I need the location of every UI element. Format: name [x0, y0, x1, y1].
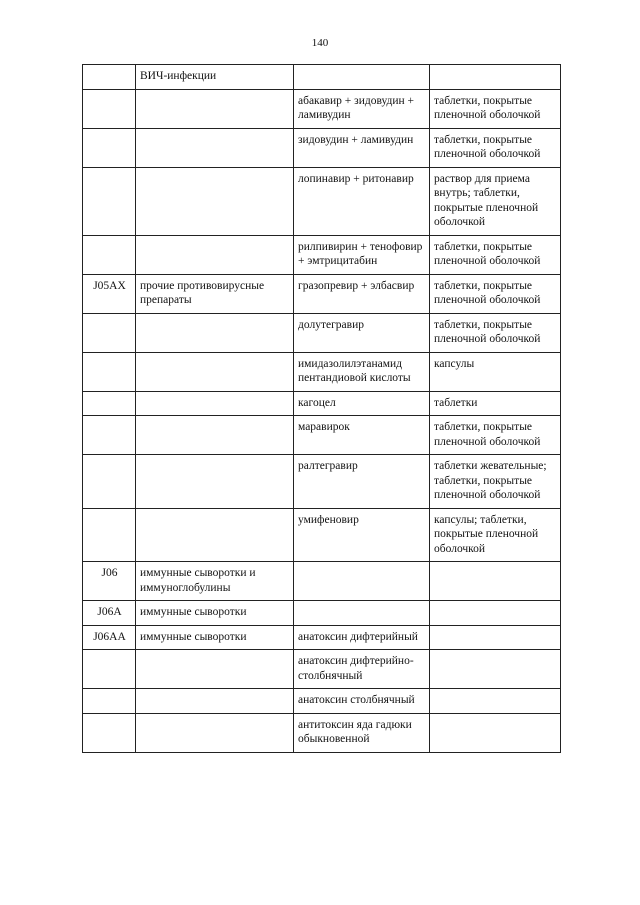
atc-code-cell: J05AX: [83, 274, 136, 313]
group-name-cell: [136, 508, 294, 562]
atc-code-cell: [83, 416, 136, 455]
table-row: [83, 167, 561, 235]
dosage-form-cell: капсулы; таблетки, покрытые пленочной оболочкой: [430, 508, 561, 562]
atc-code-cell: [83, 352, 136, 391]
drug-name-cell: [294, 601, 430, 626]
drug-name-cell: маравирок: [294, 416, 430, 455]
atc-code-cell: [83, 689, 136, 714]
table-row: [83, 235, 561, 274]
dosage-form-cell: [430, 689, 561, 714]
drug-name-cell: анатоксин дифтерийно-столбнячный: [294, 650, 430, 689]
drug-name-cell: рилпивирин + тенофовир + эмтрицитабин: [294, 235, 430, 274]
atc-code-cell: [83, 713, 136, 752]
dosage-form-cell: таблетки, покрытые пленочной оболочкой: [430, 89, 561, 128]
table-row: [83, 508, 561, 562]
dosage-form-cell: таблетки жевательные; таблетки, покрытые пленочной оболочкой: [430, 455, 561, 509]
group-name-cell: прочие противовирусные препараты: [136, 274, 294, 313]
drug-name-cell: антитоксин яда гадюки обыкновенной: [294, 713, 430, 752]
atc-code-cell: J06AA: [83, 625, 136, 650]
drug-table: [82, 64, 561, 753]
atc-code-cell: [83, 128, 136, 167]
drug-name-cell: зидовудин + ламивудин: [294, 128, 430, 167]
drug-name-cell: анатоксин дифтерийный: [294, 625, 430, 650]
table-row: [83, 352, 561, 391]
group-name-cell: иммунные сыворотки: [136, 601, 294, 626]
dosage-form-cell: таблетки, покрытые пленочной оболочкой: [430, 128, 561, 167]
atc-code-cell: [83, 650, 136, 689]
drug-name-cell: анатоксин столбнячный: [294, 689, 430, 714]
atc-code-cell: [83, 391, 136, 416]
group-name-cell: [136, 235, 294, 274]
table-row: [83, 416, 561, 455]
group-name-cell: [136, 713, 294, 752]
group-name-cell: [136, 391, 294, 416]
atc-code-cell: [83, 235, 136, 274]
dosage-form-cell: таблетки, покрытые пленочной оболочкой: [430, 274, 561, 313]
dosage-form-cell: таблетки, покрытые пленочной оболочкой: [430, 313, 561, 352]
dosage-form-cell: [430, 625, 561, 650]
table-row: [83, 89, 561, 128]
group-name-cell: ВИЧ-инфекции: [136, 65, 294, 90]
table-row: [83, 65, 561, 90]
dosage-form-cell: [430, 601, 561, 626]
atc-code-cell: [83, 167, 136, 235]
dosage-form-cell: раствор для приема внутрь; таблетки, покрытые пленочной оболочкой: [430, 167, 561, 235]
table-row: [83, 455, 561, 509]
page-number: 140: [311, 37, 329, 49]
dosage-form-cell: [430, 650, 561, 689]
drug-name-cell: [294, 562, 430, 601]
dosage-form-cell: капсулы: [430, 352, 561, 391]
atc-code-cell: [83, 89, 136, 128]
table-row: [83, 562, 561, 601]
group-name-cell: [136, 352, 294, 391]
atc-code-cell: J06A: [83, 601, 136, 626]
atc-code-cell: J06: [83, 562, 136, 601]
drug-name-cell: ралтегравир: [294, 455, 430, 509]
drug-name-cell: гразопревир + элбасвир: [294, 274, 430, 313]
table-row: [83, 713, 561, 752]
table-row: [83, 274, 561, 313]
table-row: [83, 625, 561, 650]
group-name-cell: [136, 650, 294, 689]
drug-name-cell: имидазолилэтанамид пентандиовой кислоты: [294, 352, 430, 391]
atc-code-cell: [83, 455, 136, 509]
drug-name-cell: лопинавир + ритонавир: [294, 167, 430, 235]
drug-name-cell: долутегравир: [294, 313, 430, 352]
group-name-cell: иммунные сыворотки: [136, 625, 294, 650]
group-name-cell: [136, 128, 294, 167]
dosage-form-cell: [430, 713, 561, 752]
table-row: [83, 689, 561, 714]
dosage-form-cell: таблетки: [430, 391, 561, 416]
group-name-cell: [136, 89, 294, 128]
group-name-cell: [136, 313, 294, 352]
atc-code-cell: [83, 313, 136, 352]
group-name-cell: [136, 167, 294, 235]
group-name-cell: [136, 416, 294, 455]
table-row: [83, 601, 561, 626]
atc-code-cell: [83, 65, 136, 90]
table-row: [83, 313, 561, 352]
group-name-cell: [136, 689, 294, 714]
table-row: [83, 128, 561, 167]
atc-code-cell: [83, 508, 136, 562]
drug-name-cell: абакавир + зидовудин + ламивудин: [294, 89, 430, 128]
group-name-cell: иммунные сыворотки и иммуноглобулины: [136, 562, 294, 601]
drug-name-cell: кагоцел: [294, 391, 430, 416]
table-row: [83, 391, 561, 416]
dosage-form-cell: [430, 65, 561, 90]
dosage-form-cell: [430, 562, 561, 601]
dosage-form-cell: таблетки, покрытые пленочной оболочкой: [430, 235, 561, 274]
group-name-cell: [136, 455, 294, 509]
drug-name-cell: умифеновир: [294, 508, 430, 562]
table-row: [83, 650, 561, 689]
dosage-form-cell: таблетки, покрытые пленочной оболочкой: [430, 416, 561, 455]
drug-name-cell: [294, 65, 430, 90]
